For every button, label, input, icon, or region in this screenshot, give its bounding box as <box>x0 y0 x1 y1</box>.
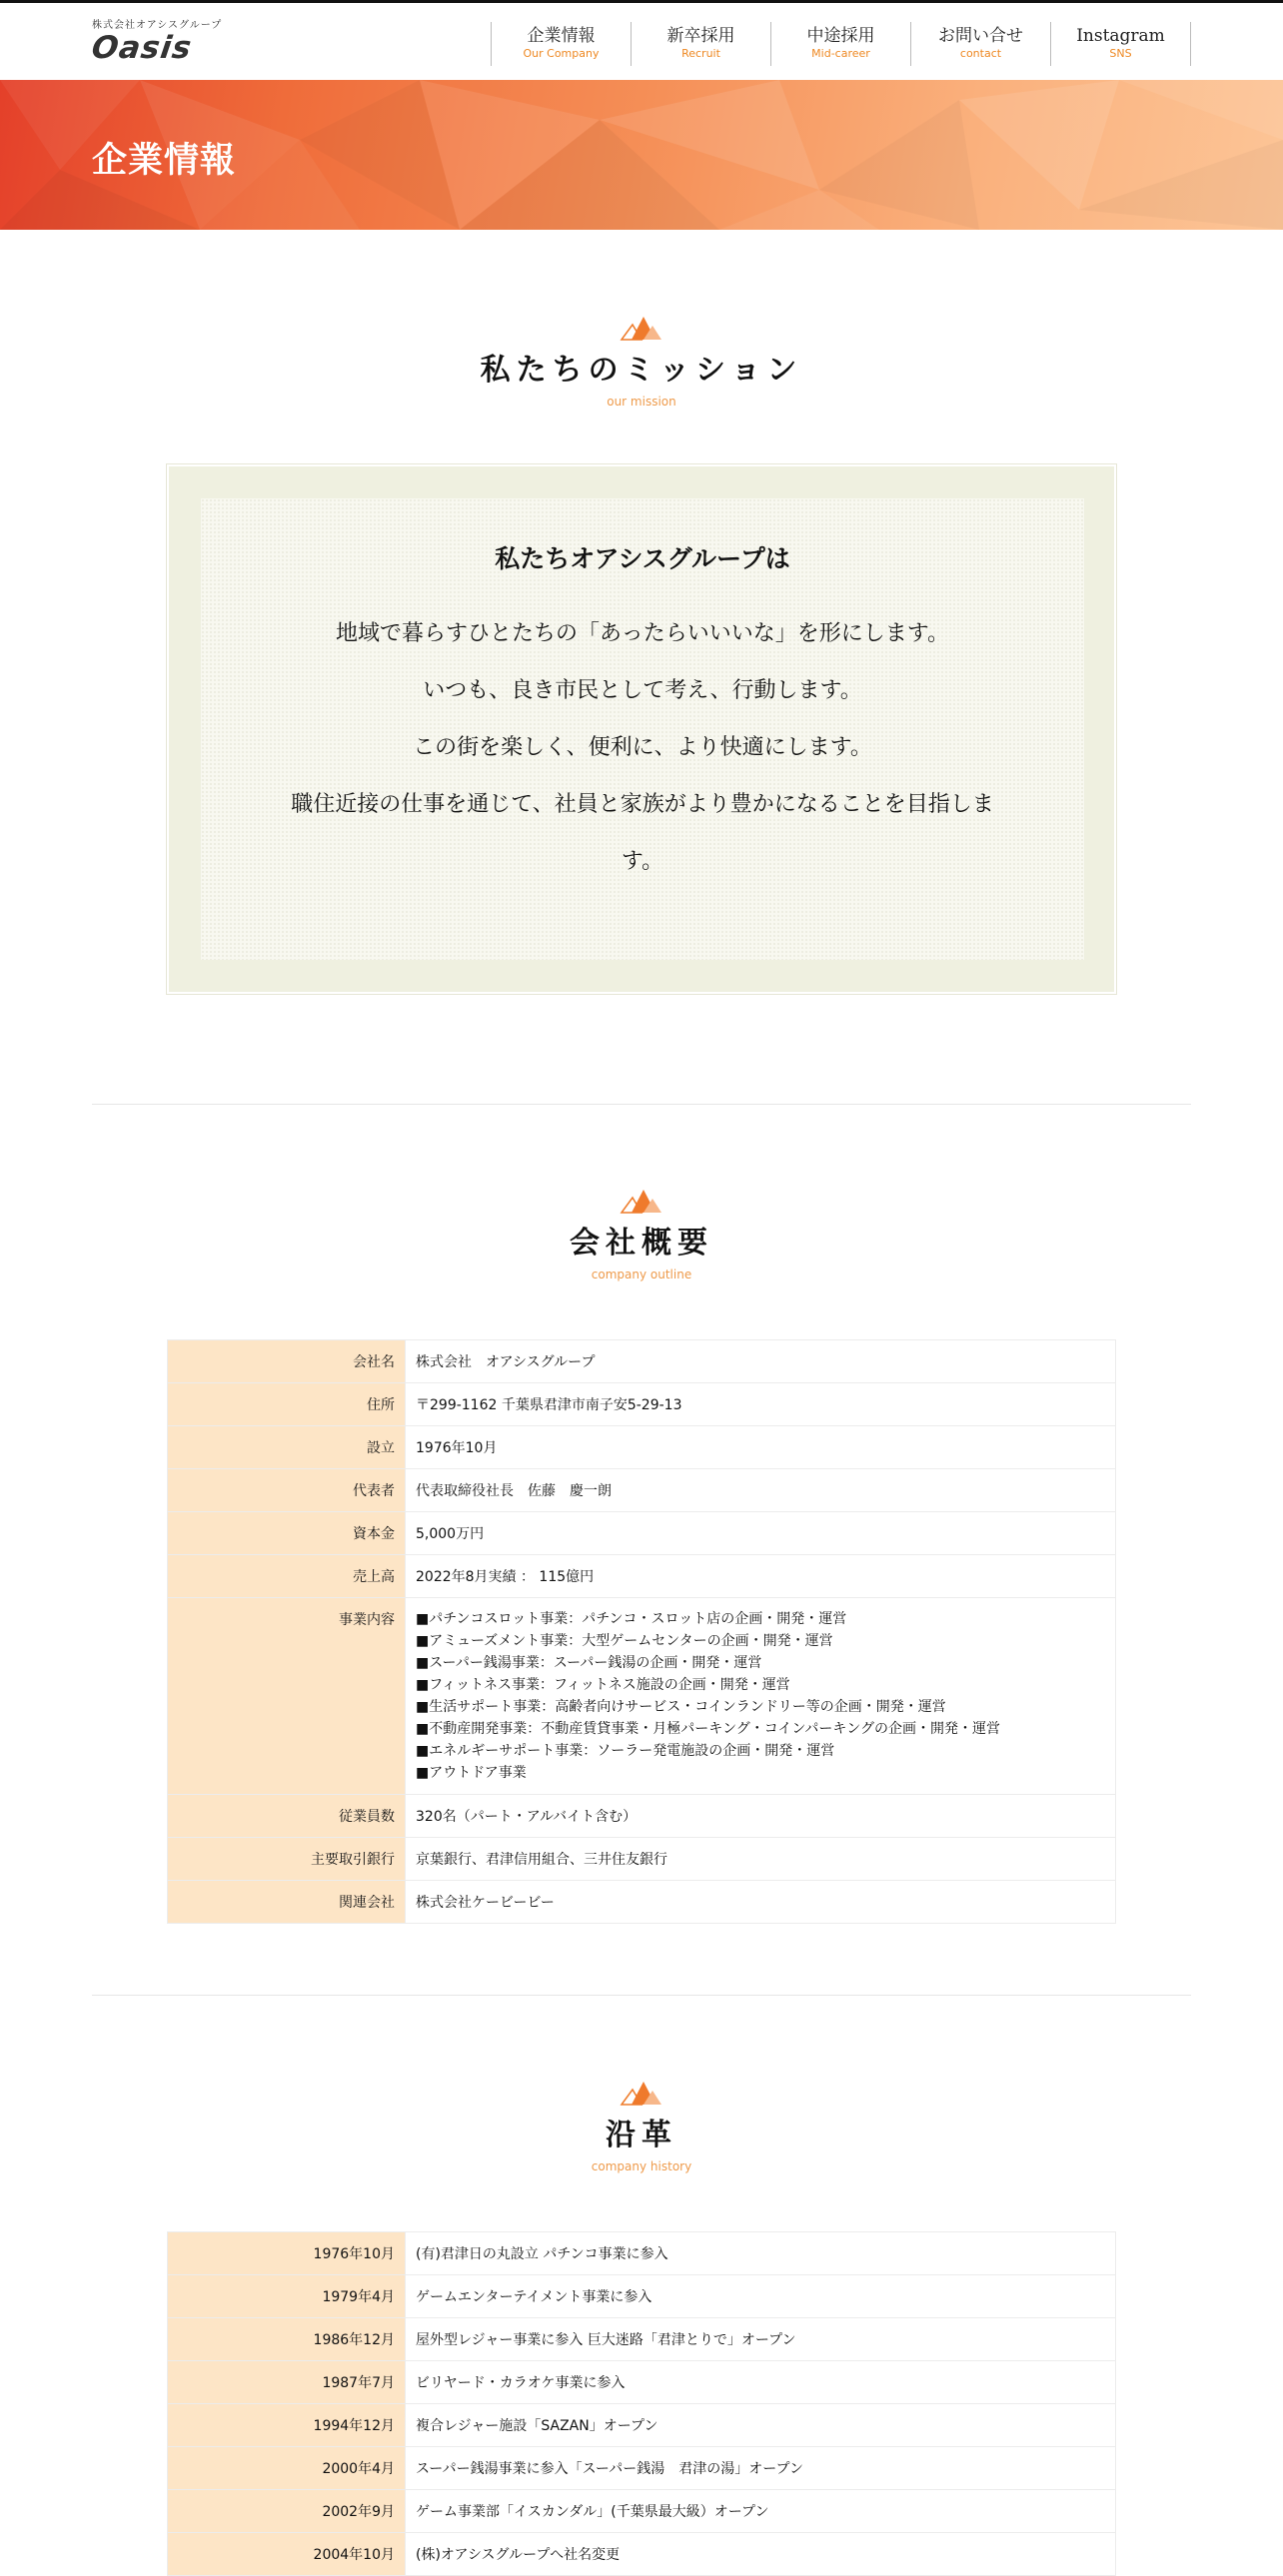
history-heading <box>0 2078 1283 2173</box>
table-row <box>168 1469 1116 1512</box>
nav-sublabel: SNS <box>1109 47 1132 60</box>
nav-sublabel: Our Company <box>523 47 600 60</box>
section-subtitle: company history <box>591 2159 692 2173</box>
row-value: 2022年8月実績 ： 115億円 <box>406 1555 1116 1598</box>
history-date: 1976年10月 <box>168 2232 406 2275</box>
row-label: 住所 <box>168 1383 406 1426</box>
outline-heading <box>0 1186 1283 1282</box>
row-value: 320名（パート・アルバイト含む） <box>406 1795 1116 1838</box>
nav-item-instagram[interactable] <box>1050 22 1190 66</box>
table-row <box>168 2533 1116 2576</box>
history-date: 1979年4月 <box>168 2275 406 2318</box>
logo[interactable] <box>89 20 262 66</box>
mountain-icon <box>620 313 663 341</box>
history-date: 2000年4月 <box>168 2447 406 2490</box>
table-row <box>168 1555 1116 1598</box>
section-subtitle: company outline <box>591 1268 692 1282</box>
row-value: 株式会社ケービービー <box>406 1881 1116 1924</box>
nav-item-company[interactable] <box>491 22 631 66</box>
history-event: スーパー銭湯事業に参入「スーパー銭湯 君津の湯」オープン <box>406 2447 1116 2490</box>
history-event: ゲームエンターテイメント事業に参入 <box>406 2275 1116 2318</box>
page-title: 企業情報 <box>92 141 237 181</box>
table-row <box>168 2318 1116 2361</box>
company-history-table <box>167 2231 1116 2576</box>
table-row <box>168 2490 1116 2533</box>
nav-label: 企業情報 <box>527 26 596 46</box>
mission-statement: いつも、良き市民として考え、行動します。 <box>423 678 862 703</box>
business-item: ■不動産開発事業：不動産賃貸事業・月極パーキング・コインパーキングの企画・開発・運営 <box>416 1721 1000 1737</box>
site-header <box>0 3 1283 80</box>
nav-sublabel: Recruit <box>681 47 720 60</box>
history-event: (株)オアシスグループへ社名変更 <box>406 2533 1116 2576</box>
history-date: 1987年7月 <box>168 2361 406 2404</box>
mountain-icon <box>620 1186 663 1214</box>
section-title: 私たちのミッション <box>480 353 803 388</box>
mission-statement: す。 <box>621 849 664 874</box>
mission-statements <box>201 605 1084 890</box>
history-date: 2004年10月 <box>168 2533 406 2576</box>
history-event: (有)君津日の丸設立 パチンコ事業に参入 <box>406 2232 1116 2275</box>
mission-panel <box>167 464 1116 994</box>
nav-item-mid-career[interactable] <box>770 22 910 66</box>
history-date: 1994年12月 <box>168 2404 406 2447</box>
history-date: 1986年12月 <box>168 2318 406 2361</box>
mission-inner <box>201 498 1084 960</box>
table-row <box>168 1383 1116 1426</box>
nav-label: 新卒採用 <box>666 26 735 46</box>
history-date: 2002年9月 <box>168 2490 406 2533</box>
table-row-business <box>168 1598 1116 1795</box>
nav-item-recruit[interactable] <box>631 22 770 66</box>
row-label: 関連会社 <box>168 1881 406 1924</box>
mission-lead: 私たちオアシスグループは <box>495 544 790 573</box>
section-divider <box>92 1104 1191 1105</box>
mission-statement: 職住近接の仕事を通じて、社員と家族がより豊かになることを目指しま <box>291 792 994 817</box>
history-event: 複合レジャー施設「SAZAN」オープン <box>406 2404 1116 2447</box>
table-row <box>168 1881 1116 1924</box>
business-item: ■アミューズメント事業：大型ゲームセンターの企画・開発・運営 <box>416 1633 833 1649</box>
section-title: 沿革 <box>606 2118 677 2152</box>
row-value: 5,000万円 <box>406 1512 1116 1555</box>
business-item: ■エネルギーサポート事業：ソーラー発電施設の企画・開発・運営 <box>416 1743 835 1759</box>
logo-company-name: 株式会社オアシスグループ <box>92 20 223 31</box>
nav-label: 中途採用 <box>806 26 875 46</box>
table-row <box>168 1512 1116 1555</box>
table-row <box>168 2232 1116 2275</box>
table-row <box>168 2275 1116 2318</box>
section-subtitle: our mission <box>607 395 676 409</box>
row-label: 会社名 <box>168 1340 406 1383</box>
section-title: 会社概要 <box>570 1226 713 1261</box>
mission-heading <box>0 313 1283 409</box>
business-item: ■フィットネス事業：フィットネス施設の企画・開発・運営 <box>416 1677 790 1693</box>
section-divider <box>92 1995 1191 1996</box>
nav-label: お問い合せ <box>938 26 1023 46</box>
table-row <box>168 2404 1116 2447</box>
history-event: 屋外型レジャー事業に参入 巨大迷路「君津とりで」オープン <box>406 2318 1116 2361</box>
nav-item-contact[interactable] <box>910 22 1050 66</box>
page-hero <box>0 80 1283 230</box>
row-label: 代表者 <box>168 1469 406 1512</box>
business-item: ■スーパー銭湯事業：スーパー銭湯の企画・開発・運営 <box>416 1655 762 1671</box>
row-label: 主要取引銀行 <box>168 1838 406 1881</box>
nav-label: Instagram <box>1076 26 1165 46</box>
table-row <box>168 2447 1116 2490</box>
history-event: ゲーム事業部「イスカンダル」(千葉県最大級）オープン <box>406 2490 1116 2533</box>
row-value: 1976年10月 <box>406 1426 1116 1469</box>
global-nav <box>491 22 1191 66</box>
table-row <box>168 1795 1116 1838</box>
nav-sublabel: contact <box>959 47 1002 60</box>
business-item: ■生活サポート事業：高齢者向けサービス・コインランドリー等の企画・開発・運営 <box>416 1699 946 1715</box>
row-value: 代表取締役社長 佐藤 慶一朗 <box>406 1469 1116 1512</box>
mission-statement: この街を楽しく、便利に、より快適にします。 <box>413 735 872 760</box>
history-event: ビリヤード・カラオケ事業に参入 <box>406 2361 1116 2404</box>
row-label: 売上高 <box>168 1555 406 1598</box>
row-label: 設立 <box>168 1426 406 1469</box>
row-value: 〒299-1162 千葉県君津市南子安5-29-13 <box>406 1383 1116 1426</box>
mountain-icon <box>620 2078 663 2106</box>
table-row <box>168 1838 1116 1881</box>
row-label: 従業員数 <box>168 1795 406 1838</box>
row-label: 資本金 <box>168 1512 406 1555</box>
business-item: ■パチンコスロット事業：パチンコ・スロット店の企画・開発・運営 <box>416 1611 847 1627</box>
table-row <box>168 1426 1116 1469</box>
business-list <box>406 1598 1116 1795</box>
row-value: 京葉銀行、君津信用組合、三井住友銀行 <box>406 1838 1116 1881</box>
row-label: 事業内容 <box>168 1598 406 1795</box>
table-row <box>168 1340 1116 1383</box>
company-outline-table <box>167 1339 1116 1924</box>
mission-statement: 地域で暮らすひとたちの「あったらいいいな」を形にします。 <box>335 621 950 646</box>
row-value: 株式会社 オアシスグループ <box>406 1340 1116 1383</box>
business-item: ■アウトドア事業 <box>416 1765 527 1781</box>
logo-wordmark: Oasis <box>89 30 195 66</box>
nav-sublabel: Mid-career <box>811 47 870 60</box>
table-row <box>168 2361 1116 2404</box>
